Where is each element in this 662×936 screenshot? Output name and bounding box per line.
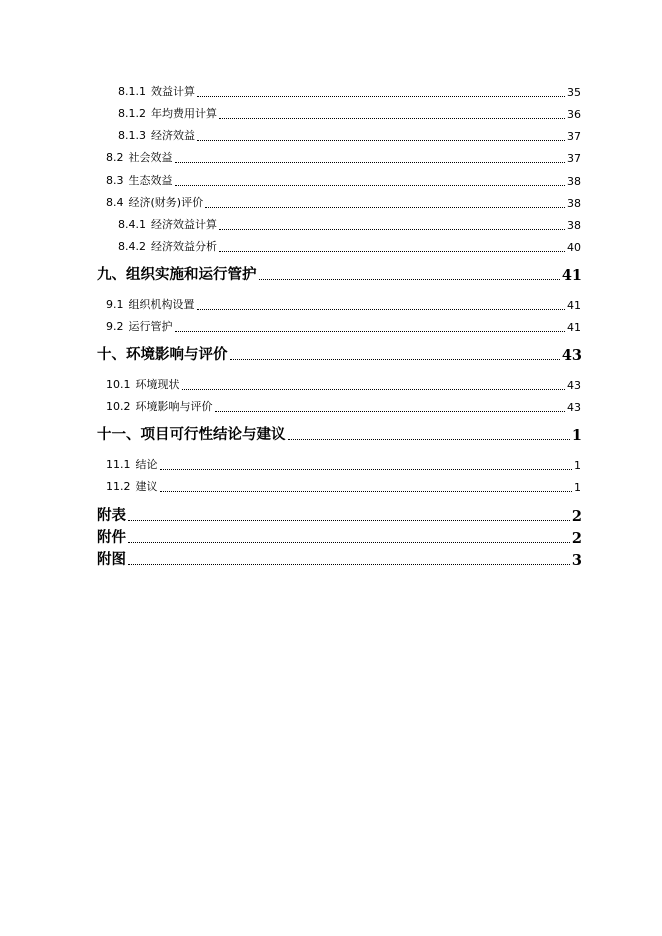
- toc-chapter-title: 九、组织实施和运行管护: [97, 266, 257, 283]
- toc-chapter-9[interactable]: [97, 266, 582, 284]
- dot-leader: [205, 206, 565, 208]
- toc-entry-page: 38: [567, 197, 581, 210]
- toc-entry-number: 8.1.2: [118, 107, 146, 120]
- toc-entry-8-1-3[interactable]: [118, 129, 581, 143]
- toc-appendix-figures[interactable]: [97, 551, 582, 569]
- toc-entry-page: 43: [567, 401, 581, 414]
- dot-leader: [259, 278, 560, 280]
- dot-leader: [197, 95, 565, 97]
- toc-entry-8-1-2[interactable]: [118, 107, 581, 121]
- toc-entry-number: 8.3: [106, 174, 124, 187]
- toc-entry-number: 9.1: [106, 298, 124, 311]
- toc-entry-page: 1: [574, 459, 581, 472]
- toc-entry-page: 41: [567, 321, 581, 334]
- toc-chapter-title: 附件: [97, 529, 126, 546]
- toc-chapter-10[interactable]: [97, 346, 582, 364]
- toc-entry-page: 40: [567, 241, 581, 254]
- toc-entry-title: 效益计算: [151, 85, 195, 98]
- toc-entry-title: 建议: [135, 480, 158, 493]
- toc-entry-number: 8.1.3: [118, 129, 146, 142]
- toc-entry-title: 年均费用计算: [151, 107, 217, 120]
- toc-entry-page: 35: [567, 86, 581, 99]
- toc-chapter-title: 十、环境影响与评价: [97, 346, 228, 363]
- toc-entry-title: 环境现状: [135, 378, 180, 391]
- toc-appendix-attachments[interactable]: [97, 529, 582, 547]
- dot-leader: [182, 388, 566, 390]
- toc-entry-number: 8.1.1: [118, 85, 146, 98]
- dot-leader: [175, 330, 566, 332]
- toc-entry-9-2[interactable]: [106, 320, 581, 334]
- dot-leader: [288, 438, 570, 440]
- dot-leader: [160, 490, 573, 492]
- dot-leader: [160, 468, 573, 470]
- toc-entry-10-1[interactable]: [106, 378, 581, 392]
- toc-entry-page: 43: [567, 379, 581, 392]
- toc-entry-page: 1: [574, 481, 581, 494]
- toc-entry-8-3[interactable]: [106, 174, 581, 188]
- toc-chapter-page: 43: [561, 347, 582, 364]
- dot-leader: [128, 541, 570, 543]
- toc-chapter-page: 41: [561, 267, 582, 284]
- toc-entry-number: 10.1: [106, 378, 131, 391]
- toc-chapter-title: 十一、项目可行性结论与建议: [97, 426, 286, 443]
- toc-appendix-tables[interactable]: [97, 507, 582, 525]
- dot-leader: [128, 563, 570, 565]
- toc-entry-title: 生态效益: [128, 174, 173, 187]
- dot-leader: [197, 308, 566, 310]
- toc-chapter-page: 3: [571, 552, 582, 569]
- toc-entry-title: 经济效益: [151, 129, 195, 142]
- dot-leader: [128, 519, 570, 521]
- dot-leader: [215, 410, 566, 412]
- toc-entry-title: 经济效益计算: [151, 218, 217, 231]
- toc-chapter-page: 2: [571, 508, 582, 525]
- toc-entry-page: 36: [567, 108, 581, 121]
- toc-entry-page: 37: [567, 152, 581, 165]
- toc-entry-8-4[interactable]: [106, 196, 581, 210]
- toc-entry-title: 环境影响与评价: [135, 400, 213, 413]
- toc-chapter-title: 附图: [97, 551, 126, 568]
- toc-chapter-page: 1: [571, 427, 582, 444]
- toc-entry-page: 37: [567, 130, 581, 143]
- dot-leader: [219, 117, 565, 119]
- toc-chapter-11[interactable]: [97, 426, 582, 444]
- dot-leader: [175, 161, 566, 163]
- dot-leader: [219, 228, 565, 230]
- toc-entry-title: 经济(财务)评价: [128, 196, 204, 209]
- toc-entry-number: 9.2: [106, 320, 124, 333]
- toc-entry-page: 38: [567, 219, 581, 232]
- toc-entry-8-2[interactable]: [106, 151, 581, 165]
- toc-entry-title: 经济效益分析: [151, 240, 217, 253]
- toc-entry-9-1[interactable]: [106, 298, 581, 312]
- toc-entry-number: 8.2: [106, 151, 124, 164]
- toc-entry-8-4-2[interactable]: [118, 240, 581, 254]
- toc-entry-8-4-1[interactable]: [118, 218, 581, 232]
- toc-entry-number: 10.2: [106, 400, 131, 413]
- toc-entry-11-1[interactable]: [106, 458, 581, 472]
- toc-entry-page: 38: [567, 175, 581, 188]
- dot-leader: [175, 184, 566, 186]
- toc-entry-8-1-1[interactable]: [118, 85, 581, 99]
- toc-entry-title: 社会效益: [128, 151, 173, 164]
- toc-entry-title: 运行管护: [128, 320, 173, 333]
- toc-entry-title: 结论: [135, 458, 158, 471]
- toc-entry-10-2[interactable]: [106, 400, 581, 414]
- toc-entry-number: 11.1: [106, 458, 131, 471]
- toc-entry-number: 8.4: [106, 196, 124, 209]
- dot-leader: [230, 358, 560, 360]
- toc-entry-title: 组织机构设置: [128, 298, 195, 311]
- dot-leader: [197, 139, 565, 141]
- toc-entry-page: 41: [567, 299, 581, 312]
- toc-entry-number: 11.2: [106, 480, 131, 493]
- toc-chapter-title: 附表: [97, 507, 126, 524]
- toc-chapter-page: 2: [571, 530, 582, 547]
- toc-entry-number: 8.4.2: [118, 240, 146, 253]
- toc-entry-number: 8.4.1: [118, 218, 146, 231]
- dot-leader: [219, 250, 565, 252]
- toc-entry-11-2[interactable]: [106, 480, 581, 494]
